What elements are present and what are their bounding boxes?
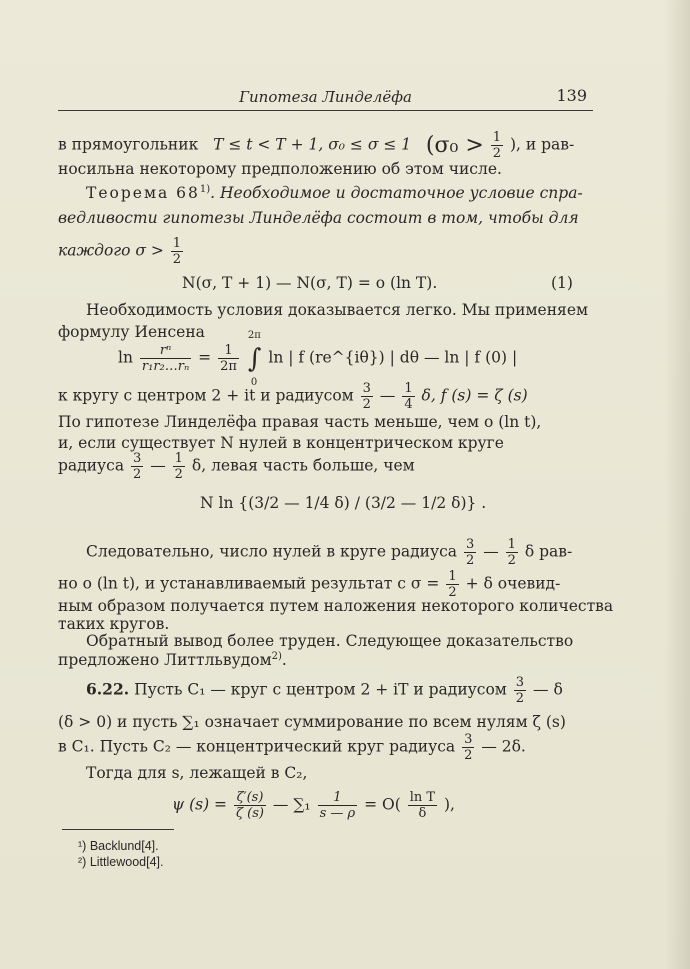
text-line-16 [58,569,560,600]
text-span: в прямоугольник [58,135,199,154]
text-line-18: таких кругов. [58,615,170,633]
equation-psi [172,790,455,821]
footnote-2: ²) Littlewood[4]. [78,855,164,869]
fraction: $\frac{3}{2}$ [133,451,142,482]
text-line-12: и, если существует N нулей в концентрическом круге [58,434,504,452]
equation-3: N ln {(3/2 — 1/4 δ) / (3/2 — 1/2 δ)} . [200,494,487,512]
text-line-17: ным образом получается путем наложения некоторого количества [58,597,614,615]
text-span: радиуса [58,456,125,475]
text-span: — δ [533,680,563,699]
theorem-line-2: ведливости гипотезы Линделёфа состоит в том, чтобы для [58,209,579,227]
text-span: — 2δ. [481,737,526,756]
fraction: $\frac{1}{2}$ [174,451,183,482]
math-inline: ψ (s) = [172,795,228,814]
fraction: $\frac{1}{2}$ [492,130,501,161]
text-line-22: (δ > 0) и пусть ∑₁ означает суммирование по всем нулям ζ (s) [58,713,566,731]
footnote-rule [62,829,174,830]
text-line-8: формулу Иенсена [58,323,205,341]
theorem-text: . Необходимое и достаточное условие спра- [210,184,583,203]
math-inline: δ, f (s) = ζ (s) [421,386,528,405]
math-equals: = [198,348,212,367]
fraction: $\frac{3}{2}$ [515,675,525,706]
text-line-15: Следовательно, число нулей в круге радиуса $\frac{3}{2}$ — $\frac{1}{2}$ δ рав- [86,537,573,568]
section-number: 6.22. [86,679,130,699]
fraction: $\frac{1}{2\pi}$ [220,343,237,374]
equation-1: N(σ, T + 1) — N(σ, T) = o (ln T). [182,274,438,292]
math-inline: каждого σ > [58,241,164,260]
fraction: $\frac{1}{s — \rho}$ [319,790,356,821]
math-inline: — ∑₁ [272,795,311,814]
integral-sign: ∫ 2π 0 [247,329,262,388]
fraction: $\frac{3}{2}$ [362,381,371,412]
text-line-2: носильна некоторому предположению об этом числе. [58,160,502,178]
text-line-20: предложено Литтльвудом$^{2)}$. [58,651,287,670]
text-span: δ рав- [524,542,573,561]
running-head [58,86,593,111]
text-span: в C₁. Пусть C₂ — концентрический круг радиуса [58,737,456,756]
fraction: $\frac{3}{2}$ [465,537,475,568]
text-line-1 [58,130,574,161]
text-span: предложено Литтльвудом [58,651,272,670]
footnote-ref: 1) [199,184,211,195]
running-title: Гипотеза Линделёфа [239,88,412,106]
math-inline: (σ₀ > [425,133,484,158]
math-inline: ), [444,795,455,814]
theorem-line [86,184,583,202]
fraction: $\frac{1}{4}$ [404,381,413,412]
footnote-ref: 2) [271,651,282,662]
jensen-formula [118,329,518,388]
text-span: к кругу с центром 2 + it и радиусом [58,386,354,405]
text-span: но o (ln t), и устанавливаемый результат с σ = [58,574,440,593]
fraction: $\frac{3}{2}$ [464,732,473,763]
text-line-23 [58,732,526,763]
math-inline: ln | f (re^{iθ}) | dθ — ln | f (0) | [268,348,518,367]
math-inline: = O( [364,795,401,814]
text-span: + δ очевид- [465,574,561,593]
fraction: $\frac{\text{rⁿ}}{\text{r₁r₂…rₙ}}$ [141,343,190,374]
theorem-line-3 [58,236,185,267]
page-edge-shadow [664,0,690,969]
text-span: Пусть C₁ — круг с центром 2 + iT и радиусом [134,680,507,699]
fraction: $\frac{1}{2}$ [448,569,457,600]
fraction: $\frac{\text{ln T}}{\delta}$ [409,790,436,821]
text-line-19: Обратный вывод более труден. Следующее доказательство [86,632,574,650]
page-number: 139 [556,86,587,105]
section-6-22-line [86,675,563,706]
fraction: $\frac{1}{2}$ [507,537,516,568]
text-line-7: Необходимость условия доказывается легко. Мы применяем [86,301,589,319]
fraction: $\frac{\zeta'(s)}{\zeta (s)}$ [235,790,264,821]
text-span: — [379,386,401,405]
text-line-10 [58,381,528,412]
text-line-11: По гипотезе Линделёфа правая часть меньше, чем o (ln t), [58,413,542,431]
math-ln: ln [118,348,133,367]
text-line-13: радиуса $\frac{3}{2}$ — $\frac{1}{2}$ δ, левая часть больше, чем [58,451,415,482]
theorem-label: Теорема 68 [86,184,200,203]
text-span: Следовательно, число нулей в круге радиуса [86,542,458,561]
math-inline: T ≤ t < T + 1, σ₀ ≤ σ ≤ 1 [213,135,412,154]
text-span: δ, левая часть больше, чем [191,456,415,475]
text-line-24: Тогда для s, лежащей в C₂, [86,764,308,782]
footnote-1: ¹) Backlund[4]. [78,839,159,853]
text-span: ), и рав- [509,135,575,154]
fraction: $\frac{1}{2}$ [172,236,182,267]
equation-number: (1) [551,274,573,292]
